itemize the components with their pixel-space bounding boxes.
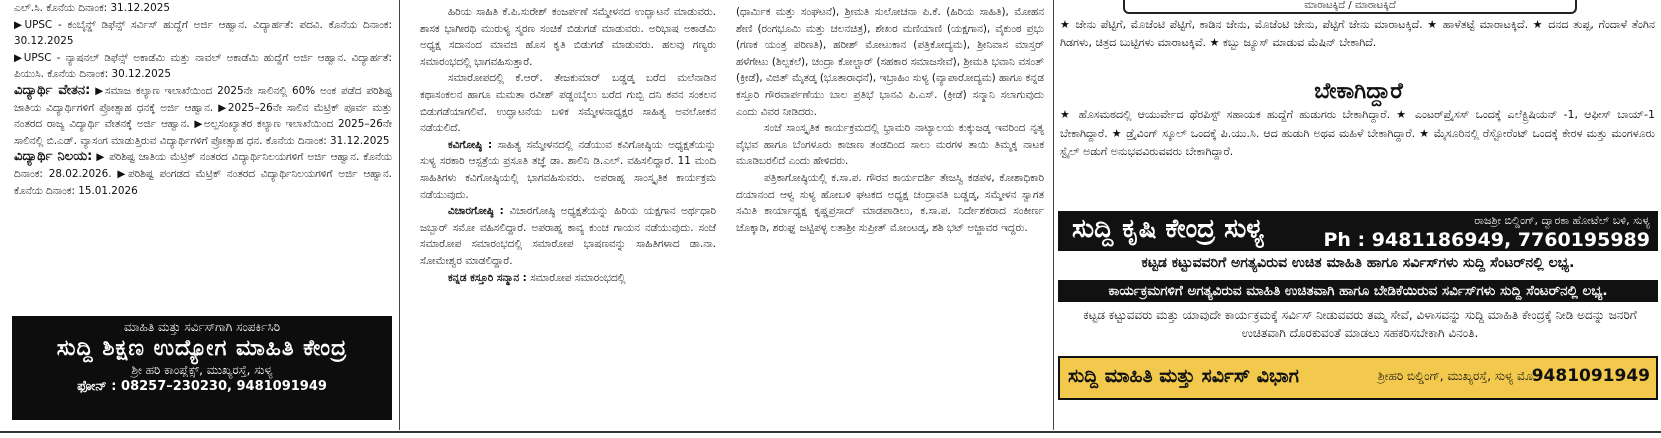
article-paragraph (420, 270, 716, 287)
krishi-address: ರಾಜಶ್ರೀ ಬಿಲ್ಡಿಂಗ್, ದ್ವಾರಕಾ ಹೋಟೆಲ್ ಬಳಿ, ಸುಳ್ಯ (1474, 214, 1650, 227)
for-sale-section (1060, 16, 1655, 52)
paragraph-text: ಸಮಾರೋಪ ಸಮಾರಂಭದಲ್ಲಿ (530, 271, 626, 284)
krishi-phone: Ph : 9481186949, 7760195989 (1323, 229, 1650, 251)
column-divider (399, 0, 400, 430)
krishi-kendra-ad (1058, 211, 1658, 251)
article-paragraph: ಪತ್ರಿಕಾಗೋಷ್ಠಿಯಲ್ಲಿ ಕ.ಸಾ.ಪ. ಗೌರವ ಕಾರ್ಯದರ್ಶಿ ತೇಜಸ್ವಿ ಕಡಪಳ, ಕೋಶಾಧಿಕಾರಿ ದಯಾನಂದ ಆಳ್ವ ಸುಳ್ಯ ಹೋಬಳಿ ಘಟಕದ ಅಧ್ಯಕ್ಷ ಚಂದ್ರಾವತಿ ಬಡ್ಡಡ್ಕ, ಸಮ್ಮೇಳನ ಸ್ವಾಗತ ಸಮಿತಿ ಕಾರ್ಯಾಧ್ಯಕ್ಷ ಕೃಷ್ಣಪ್ರಸಾದ್ ಮಾಡಪಾಡಿಲು, ಕ.ಸಾ.ಪ. ನಿರ್ದೇಶಕರಾದ ಸಂಕೀರ್ಣ ಚೊಕ್ಕಾಡಿ, ಶರುಘ್ನ ಜಟ್ಟಿಪಳ್ಳ ಲತಾಶ್ರೀ ಸುಪ್ರೀತ್ ಮೋಂಟಡ್ಕ, ಶಶಿ ಭಟ್ ಅಜ್ಜಾವರ ಇದ್ದರು. (736, 171, 1044, 234)
deadline-line: ಎಲ್.ಸಿ. ಕೊನೆಯ ದಿನಾಂಕ: 31.12.2025 (14, 2, 170, 14)
article-paragraph: ಸಂಜೆ ಸಾಂಸ್ಕೃತಿಕ ಕಾರ್ಯಕ್ರಮದಲ್ಲಿ ಭ್ರಾಮರಿ ನಾಟ್ಯಾಲಯ ಕುಕ್ಕುಜಡ್ಕ ಇವರಿಂದ ನೃತ್ಯ ವೈಭವ ಹಾಗೂ ಬೆಂಗಳೂರು ಕಾಜಾಣ ತಂಡದಿಂದ ಸಾಲು ಮರಗಳ ತಾಯಿ ತಿಮ್ಮಕ್ಕ ನಾಟಕ ಮೂಡಿಬರಲಿದೆ ಎಂದು ಹೇಳಿದರು. (736, 122, 1044, 168)
article-paragraph: ಹಿರಿಯ ಸಾಹಿತಿ ಕೆ.ಪಿ.ಸುರೇಶ್ ಕಂಜರ್ಪಣೆ ಸಮ್ಮೇಳನದ ಉದ್ಘಾಟನೆ ಮಾಡುವರು. ಶಾಸಕ ಭಾಗೀರಥಿ ಮುರುಳ್ಯ ಸ್ಮರಣ ಸಂಚಿಕೆ ಬಿಡುಗಡೆ ಮಾಡುವರು. ಅರಿಭಾಷ ಅಕಾಡೆಮಿ ಅಧ್ಯಕ್ಷ ಸದಾನಂದ ಮಾವಜಿ ಹೊಸ ಕೃತಿ ಬಿಡುಗಡೆ ಮಾಡುವರು. ಹಲವು ಗಣ್ಯರು ಸಮಾರಂಭದಲ್ಲಿ ಭಾಗವಹಿಸುತ್ತಾರೆ. (420, 6, 716, 68)
article-paragraph (420, 137, 716, 203)
column-divider (1053, 0, 1054, 430)
edu-address: ಶ್ರೀ ಹರಿ ಕಾಂಪ್ಲೆಕ್ಸ್, ಮುಖ್ಯರಸ್ತೆ, ಸುಳ್ಯ (131, 363, 273, 377)
hostel-heading: ವಿದ್ಯಾರ್ಥಿ ನಿಲಯ: (14, 149, 93, 165)
scholarship-heading: ವಿದ್ಯಾರ್ಥಿ ವೇತನ: (14, 82, 91, 98)
krishi-name: ಸುದ್ದಿ ಕೃಷಿ ಕೇಂದ್ರ ಸುಳ್ಯ (1072, 214, 1264, 244)
subheading: ಕನ್ನಡ ಕಸ್ತೂರಿ ಸನ್ಮಾನ : (448, 271, 527, 284)
hostel-text: ▶ ಪರಿಶಿಷ್ಟ ಜಾತಿಯ ಮೆಟ್ರಿಕ್ ನಂತರದ ವಿದ್ಯಾರ್ಥಿನಿಲಯಗಳಿಗೆ ಅರ್ಜಿ ಆಹ್ವಾನ. ಕೊನೆಯ ದಿನಾಂಕ: 28.02.2026. ▶ಪರಿಶಿಷ್ಟ ಪಂಗಡದ ಮೆಟ್ರಿಕ್ ನಂತರದ ವಿದ್ಯಾರ್ಥಿನಿಲಯಗಳಿಗೆ ಅರ್ಜಿ ಆಹ್ವಾನ. ಕೊನೆಯ ದಿನಾಂಕ: 15.01.2026 (14, 151, 392, 197)
article-column-2 (402, 0, 724, 438)
subheading: ವಿಚಾರಗೋಷ್ಠಿ : (448, 205, 504, 218)
for-sale-title: ಮಾರಾಟಕ್ಕಿದೆ / ಮಾರಾಟಕ್ಕಿದೆ (1123, 0, 1577, 14)
article-paragraph (420, 203, 716, 269)
article-column-3 (728, 0, 1052, 438)
education-info-center-ad (12, 316, 392, 420)
article-paragraph: (ಧಾರ್ಮಿಕ ಮತ್ತು ಸಂಘಟನೆ), ಶ್ರೀಮತಿ ಸುಲೋಚನಾ ಪಿ.ಕೆ. (ಹಿರಿಯ ಸಾಹಿತಿ), ಮೋಹನ ಶೇಣಿ (ರಂಗಭೂಮಿ ಮತ್ತು ಚಲನಚಿತ್ರ), ಶೇಖರ ಮಣಿಯಾಣಿ (ಯಕ್ಷಗಾನ), ವೈಕುಂಠ ಪ್ರಭು (ಗಣಕ ಯಂತ್ರ ಪರಿಣತಿ), ಹರೀಶ್ ಮೋಟುಕಾನ (ಪತ್ರಿಕೋದ್ಯಮ), ಶ್ರೀನಿವಾಸ ಮಾಸ್ತರ್ ಹಳೆಗೇಟು (ಶಿಲ್ಪಕಲೆ), ಚಂದ್ರಾ ಕೋಲ್ಚಾರ್ (ಸಹಕಾರ ಸಮಾಜಸೇವೆ), ಶ್ರೀಮತಿ ಭವಾನಿ ವಸಂತ್ (ಕ್ರೀಡೆ), ವಿಜಿತ್ ಮೈತಡ್ಕ (ಭೂತಾರಾಧನೆ), ಇಬ್ರಾಹಿಂ ಸುಳ್ಯ (ವ್ಯಾಪಾರೋದ್ಯಮ) ಹಾಗೂ ಕನ್ನಡ ಕಸ್ತೂರಿ ಗೌರವಾರ್ಪಣೆಯು ಬಾಲ ಪ್ರತಿಭೆ ಭಾನವಿ ಪಿ.ಎಸ್. (ಕ್ರೀಡೆ) ಸನ್ಮಾನಿ ಸಲಾಗುವುದು ಎಂದು ವಿವರ ನೀಡಿದರು. (736, 6, 1044, 118)
subheading: ಕವಿಗೋಷ್ಠಿ : (448, 138, 493, 151)
vibhaga-name: ಸುದ್ದಿ ಮಾಹಿತಿ ಮತ್ತು ಸರ್ವಿಸ್ ವಿಭಾಗ (1068, 365, 1299, 387)
bottom-rule (0, 431, 1661, 433)
events-info-bar: ಕಾರ್ಯಕ್ರಮಗಳಿಗೆ ಅಗತ್ಯವಿರುವ ಮಾಹಿತಿ ಉಚಿತವಾಗಿ ಹಾಗೂ ಬೇಡಿಕೆಯಿರುವ ಸರ್ವಿಸ್‌ಗಳು ಸುದ್ದಿ ಸೆಂಟರ್‌ನಲ್ಲಿ ಲಭ್ಯ. (1058, 280, 1658, 302)
hostel-section (14, 149, 392, 199)
scholarship-section (14, 83, 392, 149)
upsc-nda-notice: ▶UPSC - ನ್ಯಾಷನಲ್ ಡಿಫೆನ್ಸ್ ಅಕಾಡೆಮಿ ಮತ್ತು ನಾವಲ್ ಅಕಾಡೆಮಿ ಹುದ್ದೆಗೆ ಅರ್ಜಿ ಆಹ್ವಾನ. ವಿದ್ಯಾರ್ಹತೆ: ಪಿಯುಸಿ. ಕೊನೆಯ ದಿನಾಂಕ: 30.12.2025 (14, 51, 392, 81)
paragraph-text: ವಿಚಾರಗೋಷ್ಠಿ ಅಧ್ಯಕ್ಷತೆಯನ್ನು ಹಿರಿಯ ಯಕ್ಷಗಾನ ಅರ್ಥಧಾರಿ ಜಬ್ಬಾರ್ ಸಮೋ ವಹಿಸಲಿದ್ದಾರೆ. ಅಪರಾಹ್ನ ಕಾವ್ಯ ಕುಂಚ ಗಾಯನ ನಡೆಯುವುದು. ಸಂಜೆ ಸಮಾರೋಪ ಸಮಾರಂಭದಲ್ಲಿ ಸಮಾರೋಪ ಭಾಷಣವನ್ನು ಸಾಹಿತಿಗಳಾದ ಡಾ.ನಾ. ಸೋಮೇಶ್ವರ ಮಾಡಲಿದ್ದಾರೆ. (420, 205, 716, 267)
request-note: ಕಟ್ಟಡ ಕಟ್ಟುವವರು ಮತ್ತು ಯಾವುದೇ ಕಾರ್ಯಕ್ರಮಕ್ಕೆ ಸರ್ವಿಸ್ ನೀಡುವವರು ತಮ್ಮ ಸೇವೆ, ವಿಳಾಸವನ್ನು ಸುದ್ದಿ ಮಾಹಿತಿ ಕೇಂದ್ರಕ್ಕೆ ನೀಡಿ ಅದನ್ನು ಜನರಿಗೆ ಉಚಿತವಾಗಿ ದೊರಕುವಂತೆ ಮಾಡಲು ಸಹಕರಿಸಬೇಕಾಗಿ ವಿನಂತಿ. (1083, 308, 1637, 340)
paragraph-text: ಸಾಹಿತ್ಯ ಸಮ್ಮೇಳನದಲ್ಲಿ ನಡೆಯುವ ಕವಿಗೋಷ್ಠಿಯ ಅಧ್ಯಕ್ಷತೆಯನ್ನು ಸುಳ್ಯ ಸರಕಾರಿ ಆಸ್ಪತ್ರೆಯ ಪ್ರಸೂತಿ ತಜ್ಞೆ ಡಾ. ಶಾಲಿನಿ ಡಿ.ಎಲ್. ವಹಿಸಲಿದ್ದಾರೆ. 11 ಮಂದಿ ಸಾಹಿತಿಗಳು ಕವಿಗೋಷ್ಠಿಯಲ್ಲಿ ಭಾಗವಹಿಸುವರು. ಅಪರಾಹ್ನ ಸಾಂಸ್ಕೃತಿಕ ಕಾರ್ಯಕ್ರಮ ನಡೆಯುವುದು. (420, 138, 716, 201)
article-paragraph: ಸಮಾರೋಪದಲ್ಲಿ ಕೆ.ಆರ್. ತೇಜಕುಮಾರ್ ಬಡ್ಡಡ್ಕ ಬರೆದ ಮಲೆನಾಡಿನ ಕಥಾಸಂಕಲನ ಹಾಗೂ ಮಮತಾ ರವೀಶ್ ಪಡ್ಡಂಬೈಲು ಬರೆದ ಗುಬ್ಬಿ ದನಿ ಕವನ ಸಂಕಲನ ಬಿಡುಗಡೆಯಾಗಲಿವೆ. ಉದ್ಘಾಟನೆಯ ಬಳಿಕ ಸಮ್ಮೇಳನಾಧ್ಯಕ್ಷರ ಸಾಹಿತ್ಯ ಅವಲೋಕನ ನಡೆಯಲಿದೆ. (420, 72, 716, 135)
upsc-cds-notice: ▶UPSC - ಕಂಬೈನ್ಡ್ ಡಿಫೆನ್ಸ್ ಸರ್ವಿಸ್ ಹುದ್ದೆಗೆ ಅರ್ಜಿ ಆಹ್ವಾನ. ವಿದ್ಯಾರ್ಹತೆ: ಪದವಿ. ಕೊನೆಯ ದಿನಾಂಕ: 30.12.2025 (14, 18, 392, 48)
edu-phone: ಫೋನ್ : 08257–230230, 9481091949 (77, 379, 327, 394)
info-service-ad (1058, 356, 1658, 400)
vibhaga-address: ಶ್ರೀಹರಿ ಬಿಲ್ಡಿಂಗ್, ಮುಖ್ಯರಸ್ತೆ, ಸುಳ್ಯ ಮೊ: (1378, 369, 1537, 383)
building-info-bar: ಕಟ್ಟಡ ಕಟ್ಟುವವರಿಗೆ ಅಗತ್ಯವಿರುವ ಉಚಿತ ಮಾಹಿತಿ ಹಾಗೂ ಸರ್ವಿಸ್‌ಗಳು ಸುದ್ದಿ ಸೆಂಟರ್‌ನಲ್ಲಿ ಲಭ್ಯ. (1141, 255, 1575, 271)
edu-contact-line: ಮಾಹಿತಿ ಮತ್ತು ಸರ್ವಿಸ್‌ಗಾಗಿ ಸಂಪರ್ಕಿಸಿರಿ (123, 320, 281, 334)
wanted-title: ಬೇಕಾಗಿದ್ದಾರೆ (1314, 79, 1403, 104)
scholarship-text: ▶ಸಮಾಜ ಕಲ್ಯಾಣ ಇಲಾಖೆಯಿಂದ 2025ನೇ ಸಾಲಿನಲ್ಲಿ 60% ಅಂಕ ಪಡೆದ ಪರಿಶಿಷ್ಟ ಜಾತಿಯ ವಿದ್ಯಾರ್ಥಿಗಳಿಗೆ ಪ್ರೋತ್ಸಾಹ ಧನಕ್ಕೆ ಅರ್ಜಿ ಆಹ್ವಾನ. ▶2025–26ನೇ ಸಾಲಿನ ಮೆಟ್ರಿಕ್ ಪೂರ್ವ ಮತ್ತು ನಂತರದ ರಾಜ್ಯ ವಿದ್ಯಾರ್ಥಿ ವೇತನಕ್ಕೆ ಅರ್ಜಿ ಆಹ್ವಾನ. ▶ಅಲ್ಪಸಂಖ್ಯಾತರ ಕಲ್ಯಾಣ ಇಲಾಖೆಯಿಂದ 2025–26ನೇ ಸಾಲಿನಲ್ಲಿ ಬಿ.ಎಡ್. ವ್ಯಾಸಂಗ ಮಾಡುತ್ತಿರುವ ವಿದ್ಯಾರ್ಥಿಗಳಿಗೆ ಪ್ರೋತ್ಸಾಹ ಧನ. ಕೊನೆಯ ದಿನಾಂಕ: 31.12.2025 (14, 84, 392, 147)
wanted-text: ★ ಹೊಸಮಠದಲ್ಲಿ ಆಯುರ್ವೇದ ಥೆರಪಿಸ್ಟ್ ಸಹಾಯಕ ಹುದ್ದೆಗೆ ಹುಡುಗರು ಬೇಕಾಗಿದ್ದಾರೆ. ★ ಎಂಟರ್‌ಪ್ರೈಸಸ್ ಒಂದಕ್ಕೆ ಎಲೆಕ್ಟ್ರಿಷಿಯನ್ -1, ಆಫೀಸ್ ಬಾಯ್-1 ಬೇಕಾಗಿದ್ದಾರೆ. ★ ಡ್ರೈವಿಂಗ್ ಸ್ಕೂಲ್ ಒಂದಕ್ಕೆ ಪಿ.ಯು.ಸಿ. ಆದ ಹುಡುಗಿ ಅಥವ ಮಹಿಳೆ ಬೇಕಾಗಿದ್ದಾರೆ. ★ ಮೈಸೂರಿನಲ್ಲಿ ರೆಸ್ಟೋರೆಂಟ್ ಒಂದಕ್ಕೆ ಕೇರಳ ಮತ್ತು ಮಂಗಳೂರು ಸ್ಟೈಲ್ ಅಡುಗೆ ಅನುಭವವಿರುವವರು ಬೇಕಾಗಿದ್ದಾರೆ. (1060, 108, 1655, 158)
edu-center-name: ಸುದ್ದಿ ಶಿಕ್ಷಣ ಉದ್ಯೋಗ ಮಾಹಿತಿ ಕೇಂದ್ರ (56, 336, 348, 361)
vibhaga-phone: 9481091949 (1531, 366, 1650, 386)
for-sale-text: ★ ಜೇನು ಪೆಟ್ಟಿಗೆ, ಮೊಜೆಂಟಿ ಪೆಟ್ಟಿಗೆ, ಕಾಡಿನ ಜೇನು, ಮೊಜೆಂಟಿ ಜೇನು, ಪೆಟ್ಟಿಗೆ ಜೇನು ಮಾರಾಟಕ್ಕಿದೆ. ★ ಹಾಳೆತಟ್ಟೆ ಮಾರಾಟಕ್ಕಿದೆ. ★ ದನದ ತುಪ್ಪ, ಗೆಂದಾಳೆ ತೆಂಗಿನ ಗಿಡಗಳು, ಚಿತ್ರದ ಬುಟ್ಟಿಗಳು ಮಾರಾಟಕ್ಕಿವೆ. ★ ಕಬ್ಬು ಜ್ಯೂಸ್ ಮಾಡುವ ಮೆಷಿನ್ ಬೇಕಾಗಿದೆ. (1060, 18, 1655, 49)
wanted-section (1060, 106, 1655, 162)
